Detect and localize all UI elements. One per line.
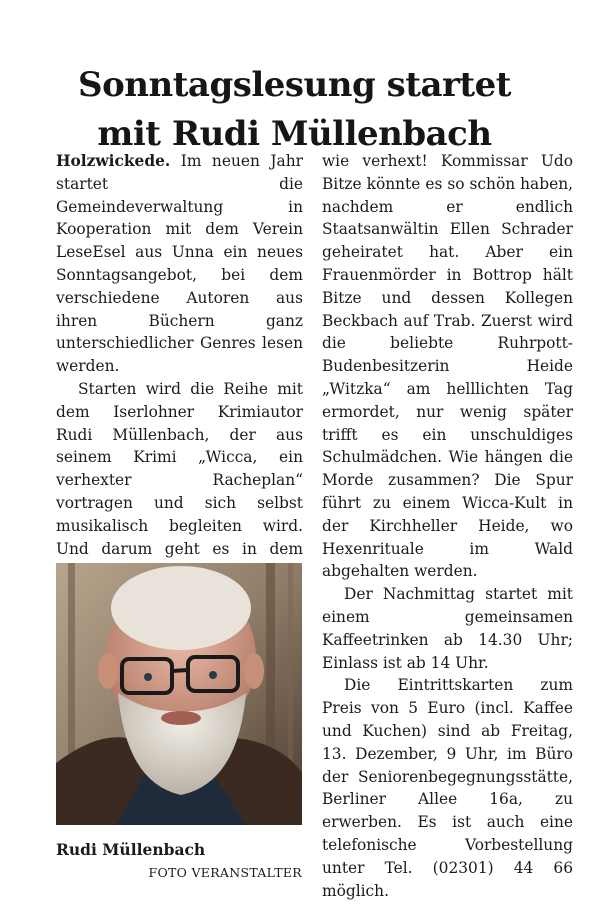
headline xyxy=(0,61,589,159)
paragraph-text: Im neuen Jahr startet die Gemeindeverwaltung in Kooperation mit dem Verein LeseEsel aus Unna ein neues Sonntagsangebot, bei dem verschiedene Autoren aus ihren Büchern ganz unterschiedlicher Genres lesen werden. xyxy=(56,152,303,376)
headline-line-2: mit Rudi Müllenbach xyxy=(97,113,492,154)
photo-caption: Rudi Müllenbach xyxy=(56,840,206,859)
right-column xyxy=(322,150,573,902)
left-column xyxy=(56,150,303,583)
paragraph: Starten wird die Reihe mit dem Iserlohner Krimiautor Rudi Müllenbach, der aus seinem Krimi „Wicca, ein verhexter Racheplan“ vortragen und sich selbst musikalisch begleiten wird. Und darum geht es in dem xyxy=(56,379,303,558)
paragraph xyxy=(56,150,303,378)
author-portrait-image xyxy=(56,563,302,825)
paragraph: wie verhext! Kommissar Udo Bitze könnte es so schön haben, nachdem er endlich Staatsanwältin Ellen Schrader geheiratet hat. Aber ein Frauenmörder in Bottrop hält Bitze und dessen Kollegen Beckbach auf Trab. Zuerst wird die beliebte Ruhrpott-Budenbesitzerin Heide „Witzka“ am helllichten Tag ermordet, nur wenig später trifft es ein unschuldiges Schulmädchen. Wie hängen die Morde zusammen? Die Spur führt zu einem Wicca-Kult in der Kirchheller Heide, wo Hexenrituale im Wald abgehalten werden. xyxy=(322,152,573,581)
lead-place: Holzwickede. xyxy=(56,152,171,170)
paragraph: Die Eintrittskarten zum Preis von 5 Euro (incl. Kaffee und Kuchen) sind ab Freitag, 13. Dezember, 9 Uhr, im Büro der Seniorenbegegnungsstätte, Berliner Allee 16a, zu erwerben. Es ist auch eine telefonische Vorbestellung unter Tel. (02301) 44 66 möglich. xyxy=(322,676,573,900)
paragraph: Der Nachmittag startet mit einem gemeinsamen Kaffeetrinken ab 14.30 Uhr; Einlass ist ab 14 Uhr. xyxy=(322,585,573,672)
photo-credit: FOTO VERANSTALTER xyxy=(148,865,302,880)
author-photo xyxy=(56,563,302,825)
headline-line-1: Sonntagslesung startet xyxy=(78,64,511,105)
